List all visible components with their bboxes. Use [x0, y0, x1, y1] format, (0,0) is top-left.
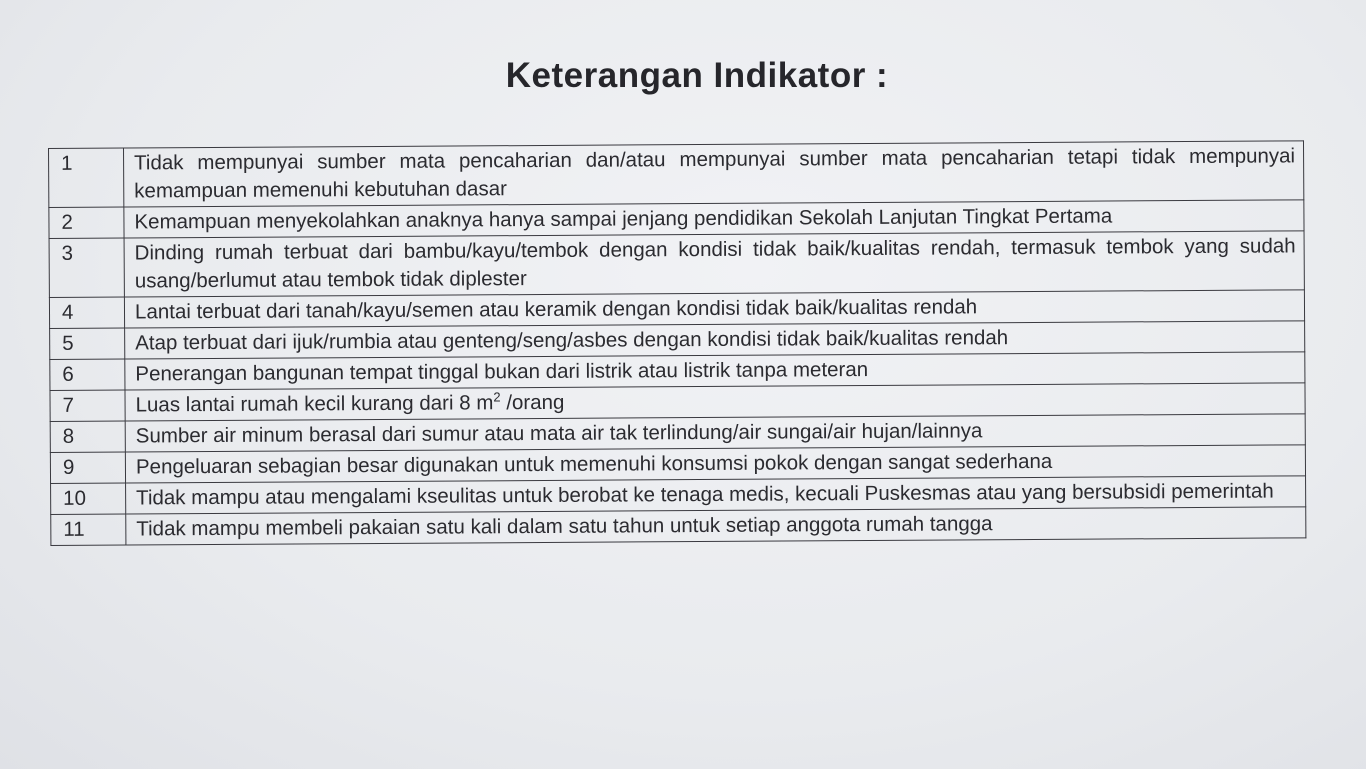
row-description: Atap terbuat dari ijuk/rumbia atau genteng/seng/asbes dengan kondisi tidak baik/kualitas rendah	[125, 321, 1305, 359]
row-number: 11	[51, 514, 126, 545]
table-row	[49, 231, 1304, 298]
row-description-suffix: /orang	[500, 390, 565, 415]
row-description: Pengeluaran sebagian besar digunakan untuk memenuhi konsumsi pokok dengan sangat sederhana	[125, 445, 1305, 483]
indicator-table	[48, 140, 1306, 546]
row-number: 8	[50, 421, 125, 452]
row-number: 1	[49, 148, 124, 207]
row-number: 7	[50, 390, 125, 421]
row-description: Dinding rumah terbuat dari bambu/kayu/tembok dengan kondisi tidak baik/kualitas rendah, termasuk tembok yang sudah usang/berlumut atau tembok tidak diplester	[124, 231, 1304, 297]
row-description: Sumber air minum berasal dari sumur atau mata air tak terlindung/air sungai/air hujan/lainnya	[125, 414, 1305, 452]
row-description: Kemampuan menyekolahkan anaknya hanya sampai jenjang pendidikan Sekolah Lanjutan Tingkat Pertama	[124, 200, 1304, 238]
row-number: 10	[51, 483, 126, 514]
row-number: 4	[49, 297, 124, 328]
row-description-text: Luas lantai rumah kecil kurang dari 8 m	[135, 391, 494, 417]
row-number: 9	[50, 452, 125, 483]
row-number: 2	[49, 207, 124, 238]
row-description: Lantai terbuat dari tanah/kayu/semen atau keramik dengan kondisi tidak baik/kualitas rendah	[124, 290, 1304, 328]
table-row	[51, 507, 1306, 546]
row-description: Tidak mempunyai sumber mata pencaharian dan/atau mempunyai sumber mata pencaharian tetapi tidak mempunyai kemampuan memenuhi kebutuhan dasar	[124, 141, 1304, 207]
row-number: 3	[49, 238, 124, 297]
table-row	[49, 141, 1304, 208]
superscript-exponent: 2	[493, 389, 501, 405]
row-description: Tidak mampu atau mengalami kseulitas untuk berobat ke tenaga medis, kecuali Puskesmas atau yang bersubsidi pemerintah	[126, 476, 1306, 514]
indicator-table-container	[48, 140, 1306, 546]
row-description: Tidak mampu membeli pakaian satu kali dalam satu tahun untuk setiap anggota rumah tangga	[126, 507, 1306, 545]
page-title: Keterangan Indikator :	[505, 56, 889, 95]
row-number: 5	[50, 328, 125, 359]
row-description: Penerangan bangunan tempat tinggal bukan dari listrik atau listrik tanpa meteran	[125, 352, 1305, 390]
row-number: 6	[50, 359, 125, 390]
